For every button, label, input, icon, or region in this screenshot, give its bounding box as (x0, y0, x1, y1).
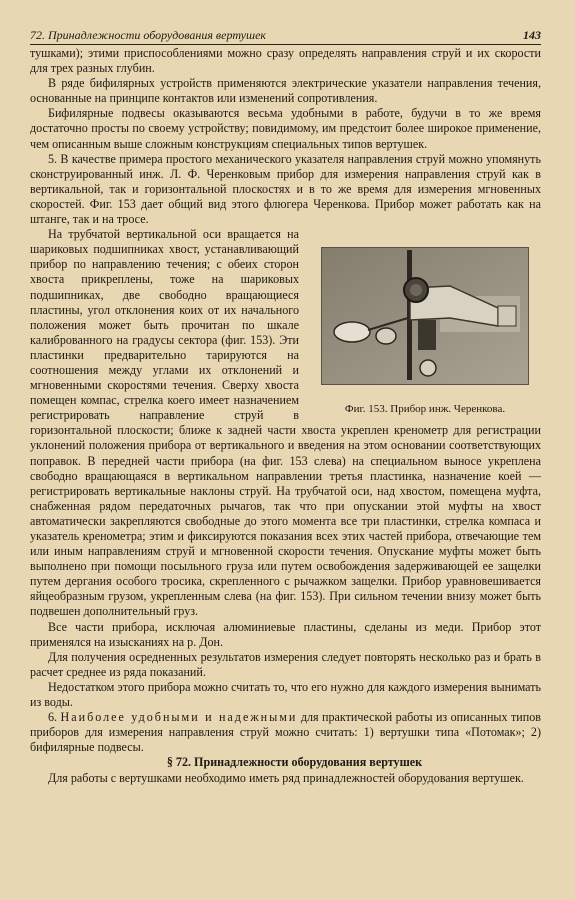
page-number: 143 (523, 28, 541, 42)
paragraph (30, 710, 541, 755)
paragraph: В ряде бифилярных устройств применяются электрические указатели направления течения, основанные на принципе контактов или изменений сопротивления. (30, 76, 541, 106)
figure-photo (321, 247, 529, 385)
section-title: § 72. Принадлежности оборудования вертушек (166, 755, 423, 770)
figure-caption: Фиг. 153. Прибор инж. Черенкова. (344, 403, 506, 416)
spaced-emphasis: Наиболее удобными и надежными (60, 710, 298, 725)
paragraph: Недостатком этого прибора можно считать то, что его нужно для каждого измерения вынимать из воды. (30, 679, 541, 710)
running-header (30, 28, 541, 45)
running-title: 72. Принадлежности оборудования вертушек (30, 28, 267, 42)
paragraph: 5. В качестве примера простого механического указателя направления струй можно упомянуть сконструированный инж. Л. Ф. Черенковым прибор для измерения направления струй как в вертикальной, так и горизонтальной плоскостях и в то же время для измерения мгновенных скоростей. Фиг. 153 дает общий вид этого флюгера Черенкова. Прибор может работать как на штанге, так и на тросе. (30, 151, 541, 227)
paragraph: Для получения осредненных результатов измерения следует повторять несколько раз и брать в расчет среднее из ряда показаний. (30, 649, 541, 679)
paragraph: На трубчатой вертикальной оси вращается на шариковых подшипниках хвост, устанавливающий прибор по направлению течения; с обеих сторон хвоста прикреплены, тоже на шариковых подшипниках, две свободно вращающиеся пластины, угол отклонения коих от их начального положения может быть прочитан по шкале калиброванного на градусы сектора (фиг. 153). Эти пластинки предварительно тарируются на соотношения между углами их отклонений и мгновенными скоростями течения. Сверху хвоста помещен компас, стрелка коего имеет назначением регистрировать направление струй в горизонтальной плоскости; ближе к задней части хвоста укреплен кренометр для регистрации уклонений положения прибора от вертикального и введения на этом основании соответствующих поправок. В передней части прибора (на фиг. 153 слева) на специальном выносе укреплена свободно вращающаяся в вертикальном направлении третья пластинка, назначение коей — регистрировать вертикальные наклоны струй. На трубчатой оси, над хвостом, помещена муфта, снабженная рядом передаточных рычагов, так что при опускании этой муфты на хвост автоматически закрепляются свободные до этого момента все три пластинки, стрелка компаса и указатель кренометра; этим и фиксируются показания всех этих частей прибора, отвечающие тем или иным направлениям струй и мгновенной скорости течения. Опускание муфты может быть выполнено при помощи посыльного груза или путем освобождения задерживающей ее защелки путем дергания особого тросика, скрепленного с рычажком защелки. Прибор уравновешивается яйцеобразным грузом, укрепленным слева (на фиг. 153). При сильном течении внизу может быть подвешен дополнительный груз. (30, 227, 541, 619)
paragraph-lead: 6. (48, 710, 61, 725)
figure-153 (309, 247, 541, 416)
instrument-illustration (322, 248, 528, 384)
page-body (30, 46, 541, 786)
paragraph: Для работы с вертушками необходимо иметь ряд принадлежностей оборудования вертушек. (48, 770, 524, 785)
paragraph: Все части прибора, исключая алюминиевые пластины, сделаны из меди. Прибор этот применялся на изысканиях на р. Дон. (30, 619, 541, 649)
paragraph-rest: для практической работы из описанных типов приборов для измерения направления струй можно считать: 1) вертушки типа «Потомак»; 2) бифилярные подвесы. (30, 710, 542, 755)
paragraph: Бифилярные подвесы оказываются весьма удобными в работе, будучи в то же время достаточно просты по своему устройству; повидимому, им предстоит более широкое применение, чем описанным выше сложным конструкциям специальных типов вертушек. (30, 106, 541, 151)
paragraph: тушками); этими приспособлениями можно сразу определять направления струй и их скорости для трех разных глубин. (30, 46, 541, 76)
